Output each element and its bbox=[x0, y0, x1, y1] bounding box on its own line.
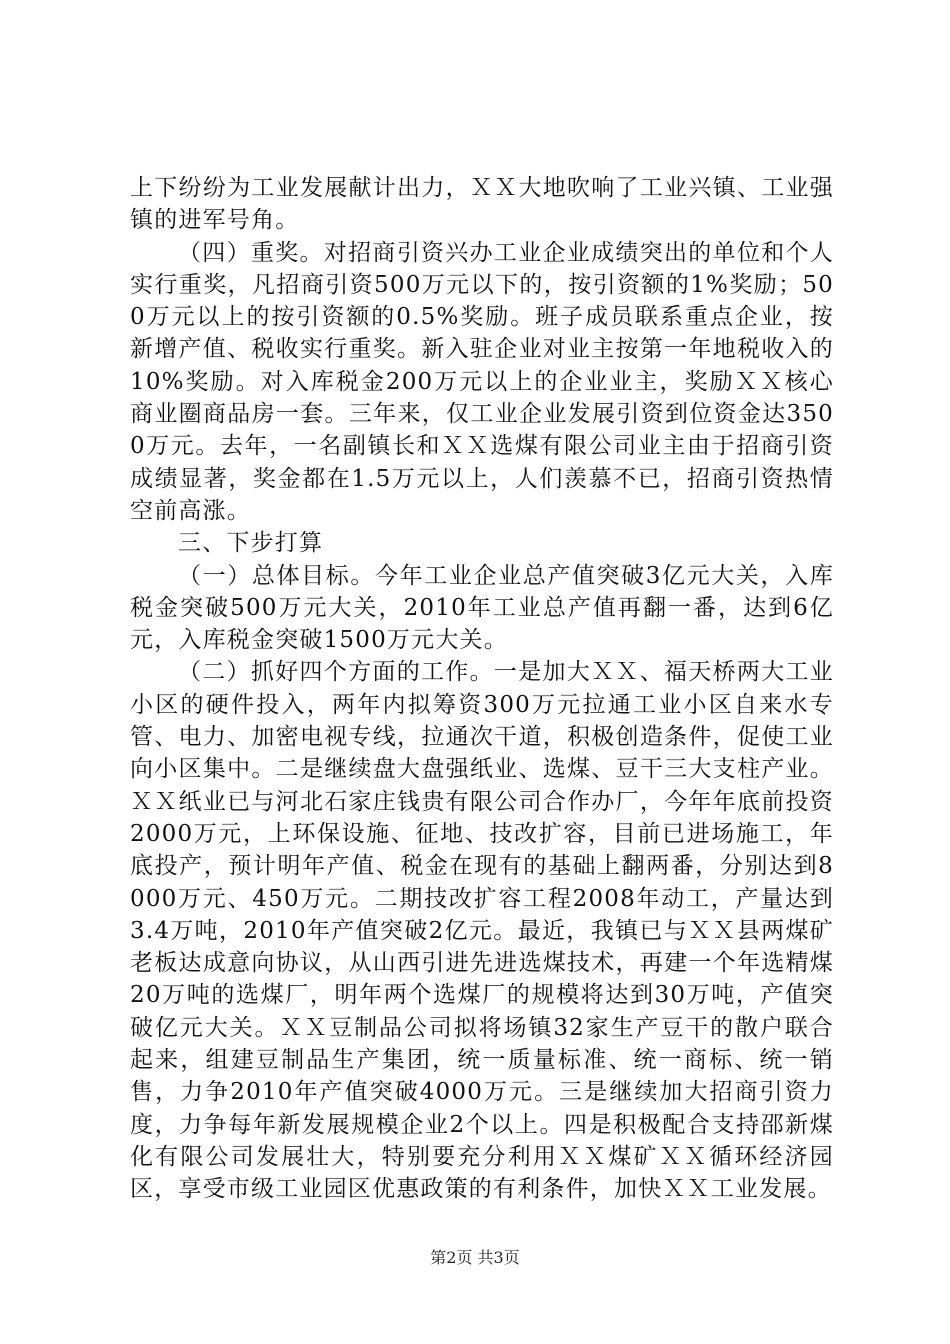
document-body bbox=[130, 172, 834, 1206]
paragraph-3: （一）总体目标。今年工业企业总产值突破3亿元大关，入库税金突破500万元大关，2010年工业总产值再翻一番，达到6亿元，入库税金突破1500万元大关。 bbox=[130, 562, 834, 654]
paragraph-4: （二）抓好四个方面的工作。一是加大ＸＸ、福天桥两大工业小区的硬件投入，两年内拟筹资300万元拉通工业小区自来水专管、电力、加密电视专线，拉通次干道，积极创造条件，促使工业向小区集中。二是继续盘大盘强纸业、选煤、豆干三大支柱产业。ＸＸ纸业已与河北石家庄钱贵有限公司合作办厂，今年年底前投资2000万元，上环保设施、征地、技改扩容，目前已进场施工，年底投产，预计明年产值、税金在现有的基础上翻两番，分别达到8000万元、450万元。二期技改扩容工程2008年动工，产量达到3.4万吨，2010年产值突破2亿元。最近，我镇已与ＸＸ县两煤矿老板达成意向协议，从山西引进先进选煤技术，再建一个年选精煤20万吨的选煤厂，明年两个选煤厂的规模将达到30万吨，产值突破亿元大关。ＸＸ豆制品公司拟将场镇32家生产豆干的散户联合起来，组建豆制品生产集团，统一质量标准、统一商标、统一销售，力争2010年产值突破4000万元。三是继续加大招商引资力度，力争每年新发展规模企业2个以上。四是积极配合支持邵新煤化有限公司发展壮大，特别要充分利用ＸＸ煤矿ＸＸ循环经济园区，享受市级工业园区优惠政策的有利条件，加快ＸＸ工业发展。 bbox=[130, 659, 834, 1203]
paragraph-1: 上下纷纷为工业发展献计出力，ＸＸ大地吹响了工业兴镇、工业强镇的进军号角。 bbox=[130, 175, 834, 234]
paragraph-2: （四）重奖。对招商引资兴办工业企业成绩突出的单位和个人实行重奖，凡招商引资500万元以下的，按引资额的1%奖励；500万元以上的按引资额的0.5%奖励。班子成员联系重点企业，按新增产值、税收实行重奖。新入驻企业对业主按第一年地税收入的10%奖励。对入库税金200万元以上的企业业主，奖励ＸＸ核心商业圈商品房一套。三年来，仅工业企业发展引资到位资金达3500万元。去年，一名副镇长和ＸＸ选煤有限公司业主由于招商引资成绩显著，奖金都在1.5万元以上，人们羡慕不已，招商引资热情空前高涨。 bbox=[130, 239, 834, 524]
section-heading: 三、下步打算 bbox=[178, 530, 324, 557]
page-number-footer: 第2页 共3页 bbox=[430, 1248, 520, 1267]
